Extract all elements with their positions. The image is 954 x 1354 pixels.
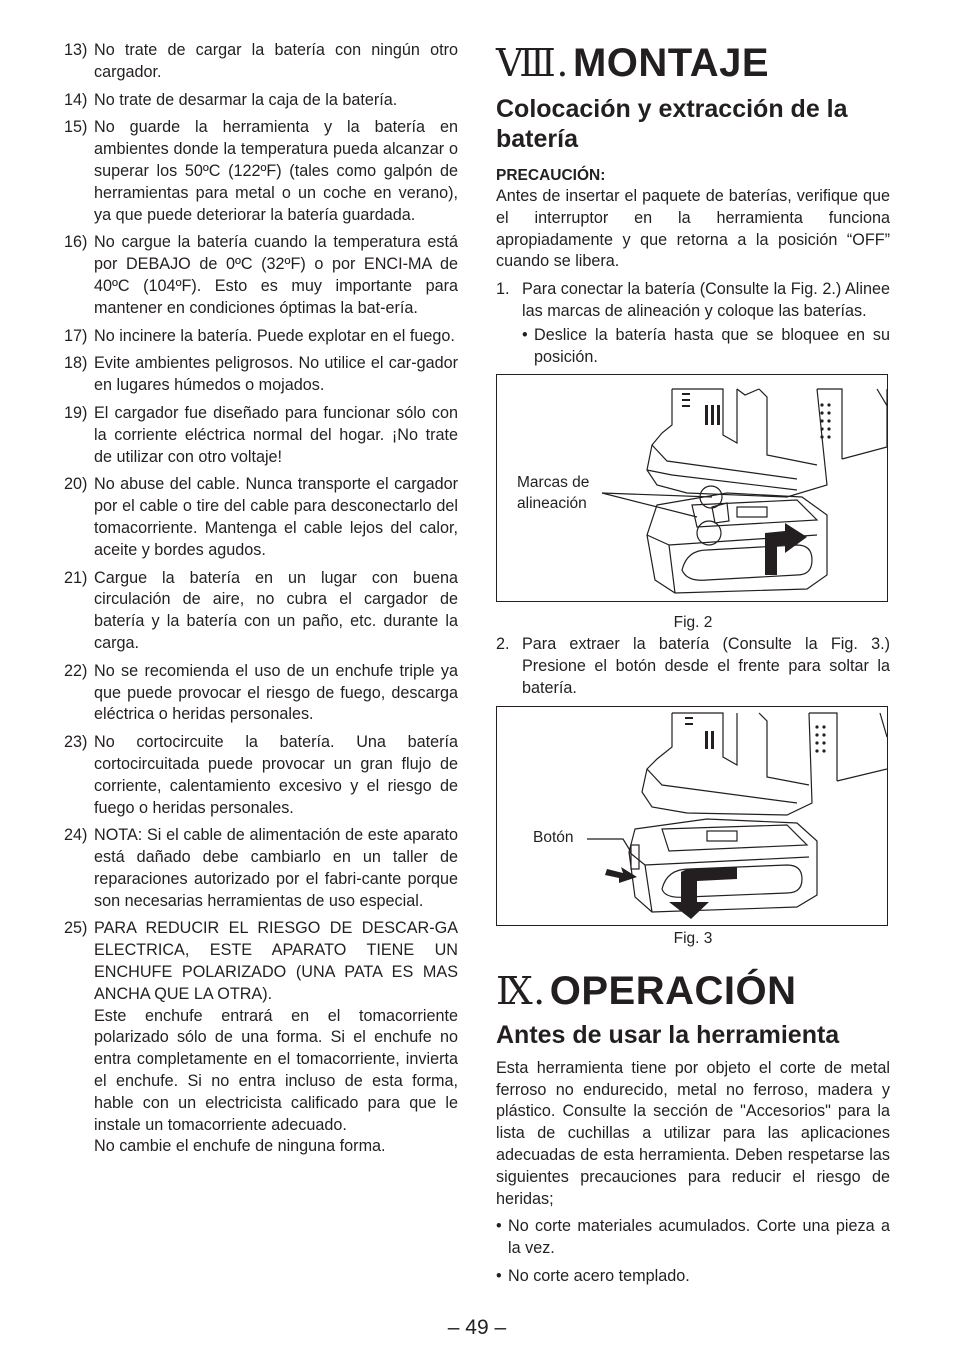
item-paragraph: PARA REDUCIR EL RIESGO DE DESCAR-GA ELECTRICA, ESTE APARATO TIENE UN ENCHUFE POLARIZADO (UNA PATA ES MAS ANCHA QUE LA OTRA). <box>94 919 458 1003</box>
insert-arrow-icon <box>765 523 807 575</box>
list-item <box>64 403 458 468</box>
item-paragraph: No cambie el enchufe de ninguna forma. <box>94 1137 386 1156</box>
label-line-1: Marcas de <box>517 474 590 492</box>
list-item <box>64 661 458 726</box>
item-number: 16) <box>64 233 88 252</box>
item-text <box>94 90 458 112</box>
item-paragraph: No cortocircuite la batería. Una batería cortocircuitada puede provocar un gran flujo de corriente, calentamiento excesivo y el riesgo de fuego o heridas personales. <box>94 733 458 817</box>
roman-numeral-ix: Ⅸ. <box>496 968 546 1013</box>
item-number: 24) <box>64 826 88 845</box>
right-column <box>496 40 890 1288</box>
bullet-text: Deslice la batería hasta que se bloquee en su posición. <box>534 325 890 366</box>
item-paragraph: No cargue la batería cuando la temperatura está por DEBAJO de 0ºC (32ºF) o por ENCI-MA de 40ºC (104ºF). Esto es muy importante para mantener en condiciones óptimas la bat-ería. <box>94 233 458 317</box>
step-text: Para extraer la batería (Consulte la Fig. 3.) Presione el botón desde el frente para soltar la batería. <box>522 635 890 697</box>
bullet-text: No corte materiales acumulados. Corte una pieza a la vez. <box>508 1217 890 1258</box>
item-paragraph: No abuse del cable. Nunca transporte el cargador por el cable o tire del cable para desconectarlo del tomacorriente. Mantenga el cable lejos del calor, aceite y bordes agudos. <box>94 475 458 559</box>
list-item <box>64 353 458 397</box>
item-paragraph: El cargador fue diseñado para funcionar sólo con la corriente eléctrica normal del hogar. ¡No trate de utilizar con otro voltaje! <box>94 403 458 466</box>
bullet-dot: • <box>496 1266 502 1285</box>
battery-insertion-illustration <box>497 375 887 601</box>
list-item <box>64 474 458 561</box>
label-line-2: alineación <box>517 495 587 513</box>
caution-text: Antes de insertar el paquete de baterías, verifique que el interruptor en la herramienta funciona apropiadamente y que retorna a la posición “OFF” cuando se libera. <box>496 187 890 271</box>
list-item <box>64 326 458 348</box>
list-item <box>64 232 458 319</box>
list-item <box>64 117 458 226</box>
item-number: 25) <box>64 919 88 938</box>
bullet-item <box>496 1266 890 1288</box>
item-paragraph: No trate de cargar la batería con ningún otro cargador. <box>94 41 458 81</box>
step-1 <box>496 279 890 323</box>
figure-3-caption: Fig. 3 <box>673 929 713 947</box>
item-number: 23) <box>64 733 88 752</box>
list-item <box>64 825 458 912</box>
bullet-item <box>496 1216 890 1260</box>
item-number: 14) <box>64 90 88 109</box>
bullet-text: No corte acero templado. <box>508 1266 690 1285</box>
item-text <box>94 403 458 468</box>
item-number: 15) <box>64 118 88 137</box>
battery-removal-illustration <box>497 707 887 925</box>
bullet-dot: • <box>496 1217 502 1236</box>
page-number: – 49 – <box>447 1316 507 1339</box>
operation-intro: Esta herramienta tiene por objeto el corte de metal ferroso no endurecido, metal no ferroso, madera y plástico. Consulte la sección de "Accesorios" para la lista de cuchillas a utilizar para las aplicaciones adecuadas de esta herramienta. Deben respetarse las siguientes precauciones para reducir el riesgo de heridas; <box>496 1058 890 1208</box>
item-paragraph: NOTA: Si el cable de alimentación de este aparato está dañado debe cambiarlo en un taller de reparaciones autorizado por el fabri-cante porque son necesarias herramientas de uso especial. <box>94 826 458 910</box>
figure-2 <box>496 374 888 602</box>
item-paragraph: Cargue la batería en un lugar con buena circulación de aire, no cubra el cargador de batería y la batería con un paño, etc. durante la carga. <box>94 568 458 652</box>
subsection-title-battery: Colocación y extracción de la batería <box>496 95 848 153</box>
step-number: 1. <box>496 280 510 299</box>
step-number: 2. <box>496 635 510 654</box>
item-text <box>94 568 458 655</box>
bullet-dot: • <box>522 325 528 344</box>
figure-3 <box>496 706 888 926</box>
item-text <box>94 326 458 348</box>
item-text <box>94 918 458 1158</box>
item-paragraph: No guarde la herramienta y la batería en ambientes donde la temperatura pueda alcanzar o superar los 50ºC (122ºF) (tales como galpón de herramientas para metal o un coche en verano), ya que puede deteriorar la batería guardada. <box>94 118 458 224</box>
section-title: OPERACIÓN <box>549 968 797 1013</box>
item-number: 20) <box>64 475 88 494</box>
item-text <box>94 40 458 84</box>
roman-numeral-viii: Ⅷ. <box>496 41 569 85</box>
figure-2-caption: Fig. 2 <box>673 614 713 632</box>
section-heading-operacion <box>496 968 890 1014</box>
item-text <box>94 732 458 819</box>
section-heading-montaje <box>496 40 890 86</box>
list-item <box>64 40 458 84</box>
item-text <box>94 474 458 561</box>
item-paragraph: Evite ambientes peligrosos. No utilice el car-gador en lugares húmedos o mojados. <box>94 354 458 395</box>
item-number: 18) <box>64 354 88 373</box>
item-number: 19) <box>64 403 88 422</box>
step-1-bullet <box>522 325 890 369</box>
item-number: 17) <box>64 326 88 345</box>
caution-label: PRECAUCIÓN: <box>496 167 606 184</box>
list-item <box>64 732 458 819</box>
item-paragraph: No incinere la batería. Puede explotar en el fuego. <box>94 326 455 345</box>
button-label: Botón <box>533 828 574 846</box>
item-number: 22) <box>64 661 88 680</box>
item-text <box>94 117 458 226</box>
operation-bullets <box>496 1216 890 1287</box>
item-text <box>94 825 458 912</box>
list-item <box>64 918 458 1158</box>
step-2 <box>496 634 890 699</box>
item-number: 21) <box>64 568 88 587</box>
list-item <box>64 90 458 112</box>
step-text: Para conectar la batería (Consulte la Fig. 2.) Alinee las marcas de alineación y coloque las baterías. <box>522 280 890 320</box>
item-paragraph: Este enchufe entrará en el tomacorriente polarizado sólo de una forma. Si el enchufe no entra completamente en el tomacorriente, invierta el enchufe. Si no entra incluso de esta forma, hable con un electricista calificado para que le instale un tomacorriente adecuado. <box>94 1006 458 1134</box>
item-number: 13) <box>64 41 88 59</box>
left-column <box>64 40 458 1164</box>
item-text <box>94 232 458 319</box>
subsection-title-before-use: Antes de usar la herramienta <box>496 1020 840 1049</box>
item-text <box>94 661 458 726</box>
section-title: MONTAJE <box>572 41 770 85</box>
item-text <box>94 353 458 397</box>
item-paragraph: No trate de desarmar la caja de la batería. <box>94 90 398 109</box>
item-paragraph: No se recomienda el uso de un enchufe triple ya que puede provocar el riesgo de fuego, descarga eléctrica o heridas personales. <box>94 661 458 724</box>
list-item <box>64 568 458 655</box>
